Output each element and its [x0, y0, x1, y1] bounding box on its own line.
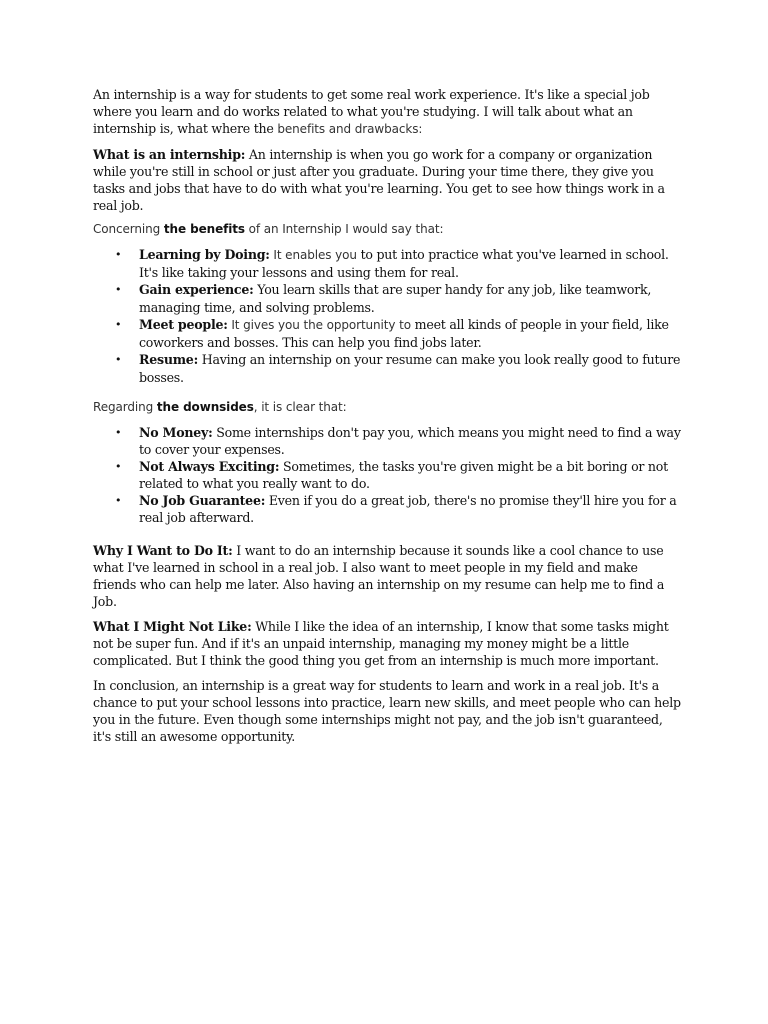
- downside-title: Not Always Exciting:: [139, 459, 280, 474]
- benefits-intro-pre: Concerning: [93, 222, 164, 236]
- downside-title: No Money:: [139, 425, 213, 440]
- bullet-icon: •: [115, 353, 122, 366]
- why-heading: Why I Want to Do It:: [93, 543, 233, 558]
- why-text: I want to do an internship because it sounds like a cool chance to use what I've learned in school in a real job. I also want to meet people in my field and make friends who can help me later. Also having an internship on my resume can help me to find a Job.: [93, 543, 665, 609]
- benefits-intro-post: of an Internship I would say that:: [244, 222, 444, 236]
- not-like-text: While I like the idea of an internship, I know that some tasks might not be super fun. And if it's an unpaid internship, managing my money might be a little complicated. But I think the good thing you get from an internship is much more important.: [93, 619, 669, 668]
- benefit-text: Having an internship on your resume can make you look really good to future bosses.: [139, 352, 681, 385]
- downside-text: Even if you do a great job, there's no promise they'll hire you for a real job afterward.: [139, 493, 677, 525]
- benefit-text-sans: It gives you the opportunity to: [227, 318, 415, 332]
- list-item: [115, 492, 683, 526]
- bullet-icon: •: [115, 460, 122, 473]
- what-is-heading: What is an internship:: [93, 147, 246, 162]
- benefit-text: to put into practice what you've learned in school. It's like taking your lessons and using them for real.: [139, 247, 669, 280]
- benefit-title: Resume:: [139, 352, 198, 367]
- downsides-intro: [93, 400, 683, 414]
- list-item: [115, 424, 683, 458]
- benefit-title: Learning by Doing:: [139, 247, 270, 262]
- not-like-heading: What I Might Not Like:: [93, 619, 252, 634]
- bullet-icon: •: [115, 318, 122, 331]
- benefit-title: Meet people:: [139, 317, 228, 332]
- downsides-intro-pre: Regarding: [93, 400, 157, 414]
- benefits-list: [93, 246, 683, 386]
- benefit-text: You learn skills that are super handy for any job, like teamwork, managing time, and solving problems.: [139, 282, 652, 315]
- conclusion-text: In conclusion, an internship is a great way for students to learn and work in a real job. It's a chance to put your school lessons into practice, learn new skills, and meet people who can help you in the future. Even though some internships might not pay, and the job isn't guaranteed, it's still an awesome opportunity.: [93, 678, 681, 744]
- intro-paragraph: [93, 86, 683, 138]
- conclusion-paragraph: [93, 677, 683, 745]
- intro-text-sans: benefits and drawbacks:: [277, 122, 423, 136]
- downsides-list: [93, 424, 683, 526]
- downside-text: Sometimes, the tasks you're given might be a bit boring or not related to what you really want to do.: [139, 459, 668, 491]
- benefit-text: meet all kinds of people in your field, like coworkers and bosses. This can help you find jobs later.: [139, 317, 669, 350]
- downside-text: Some internships don't pay you, which means you might need to find a way to cover your expenses.: [139, 425, 681, 457]
- why-paragraph: [93, 542, 683, 610]
- benefits-intro: [93, 222, 683, 236]
- downside-title: No Job Guarantee:: [139, 493, 266, 508]
- downsides-intro-post: , it is clear that:: [253, 400, 347, 414]
- benefits-intro-bold: the benefits: [163, 222, 245, 236]
- benefit-text-sans: It enables you: [269, 248, 361, 262]
- list-item: [115, 281, 683, 316]
- bullet-icon: •: [115, 426, 122, 439]
- list-item: [115, 351, 683, 386]
- what-is-paragraph: [93, 146, 683, 214]
- bullet-icon: •: [115, 248, 122, 261]
- bullet-icon: •: [115, 283, 122, 296]
- list-item: [115, 316, 683, 351]
- bullet-icon: •: [115, 494, 122, 507]
- list-item: [115, 246, 683, 281]
- list-item: [115, 458, 683, 492]
- intro-text: An internship is a way for students to get some real work experience. It's like a special job where you learn and do works related to what you're studying. I will talk about what an internship is, what where the: [93, 87, 650, 136]
- not-like-paragraph: [93, 618, 683, 669]
- document-body: [93, 86, 683, 753]
- benefit-title: Gain experience:: [139, 282, 254, 297]
- what-is-text: An internship is when you go work for a company or organization while you're still in school or just after you graduate. During your time there, they give you tasks and jobs that have to do with what you're learning. You get to see how things work in a real job.: [93, 147, 665, 213]
- downsides-intro-bold: the downsides: [156, 400, 254, 414]
